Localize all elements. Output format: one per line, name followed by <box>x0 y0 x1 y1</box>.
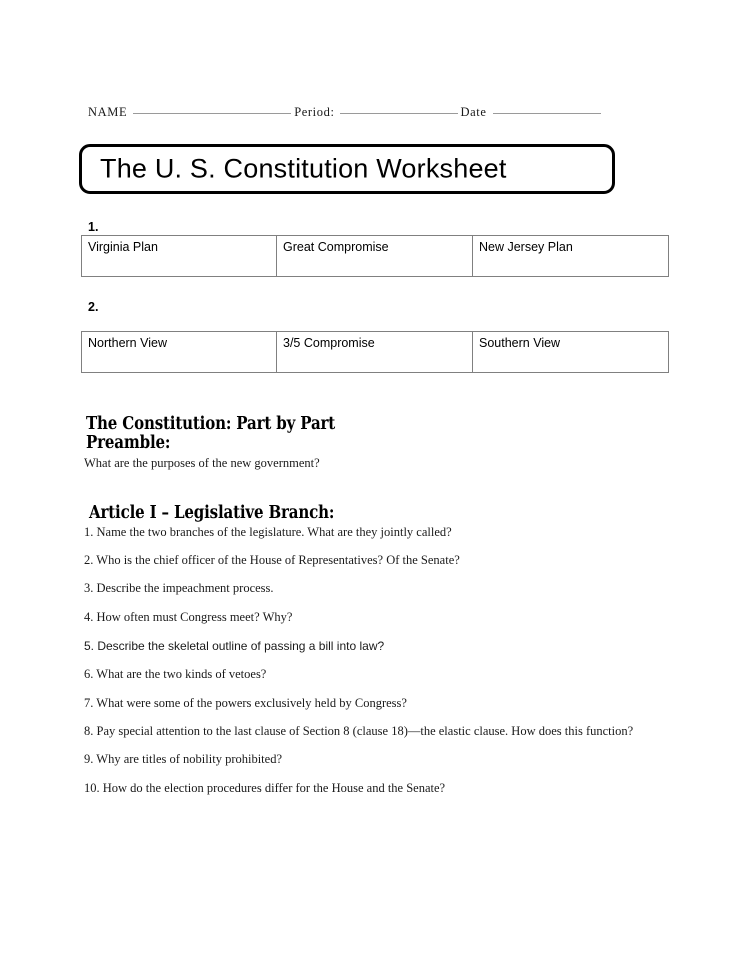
table-2-label: 2. <box>88 300 99 314</box>
question-item-4: 4. How often must Congress meet? Why? <box>84 610 293 624</box>
section-heading-preamble: Preamble: <box>86 433 171 453</box>
name-blank-rule <box>133 103 291 114</box>
section-heading-part-by-part: The Constitution: Part by Part <box>86 414 336 434</box>
question-item-3: 3. Describe the impeachment process. <box>84 581 274 595</box>
period-blank-rule <box>340 103 458 114</box>
student-info-line <box>88 103 608 120</box>
table-1-label: 1. <box>88 220 99 234</box>
page-title: The U. S. Constitution Worksheet <box>100 153 507 184</box>
question-item-1: 1. Name the two branches of the legislature. What are they jointly called? <box>84 525 452 539</box>
preamble-question: What are the purposes of the new government? <box>84 456 320 470</box>
name-label: NAME <box>88 105 128 119</box>
worksheet-title-box <box>79 144 615 194</box>
question-item-2: 2. Who is the chief officer of the House of Representatives? Of the Senate? <box>84 553 460 567</box>
section-heading-article-one: Article I – Legislative Branch: <box>89 503 335 523</box>
question-item-9: 9. Why are titles of nobility prohibited? <box>84 752 282 766</box>
question-item-8: 8. Pay special attention to the last clause of Section 8 (clause 18)—the elastic clause. How does this function? <box>84 724 634 738</box>
comparison-table-1 <box>81 235 669 277</box>
table-cell-three-fifths-compromise[interactable]: 3/5 Compromise <box>277 332 473 373</box>
question-item-10: 10. How do the election procedures differ for the House and the Senate? <box>84 781 446 795</box>
question-item-6: 6. What are the two kinds of vetoes? <box>84 667 267 681</box>
question-item-7: 7. What were some of the powers exclusively held by Congress? <box>84 696 407 710</box>
question-item-5: 5. Describe the skeletal outline of passing a bill into law? <box>84 639 385 653</box>
table-row <box>82 236 669 277</box>
table-row <box>82 332 669 373</box>
table-cell-new-jersey-plan[interactable]: New Jersey Plan <box>473 236 669 277</box>
table-cell-northern-view[interactable]: Northern View <box>82 332 277 373</box>
comparison-table-2 <box>81 331 669 373</box>
table-cell-great-compromise[interactable]: Great Compromise <box>277 236 473 277</box>
table-cell-southern-view[interactable]: Southern View <box>473 332 669 373</box>
period-label: Period: <box>294 105 335 119</box>
table-cell-virginia-plan[interactable]: Virginia Plan <box>82 236 277 277</box>
date-label: Date <box>460 105 487 119</box>
date-blank-rule <box>493 103 601 114</box>
